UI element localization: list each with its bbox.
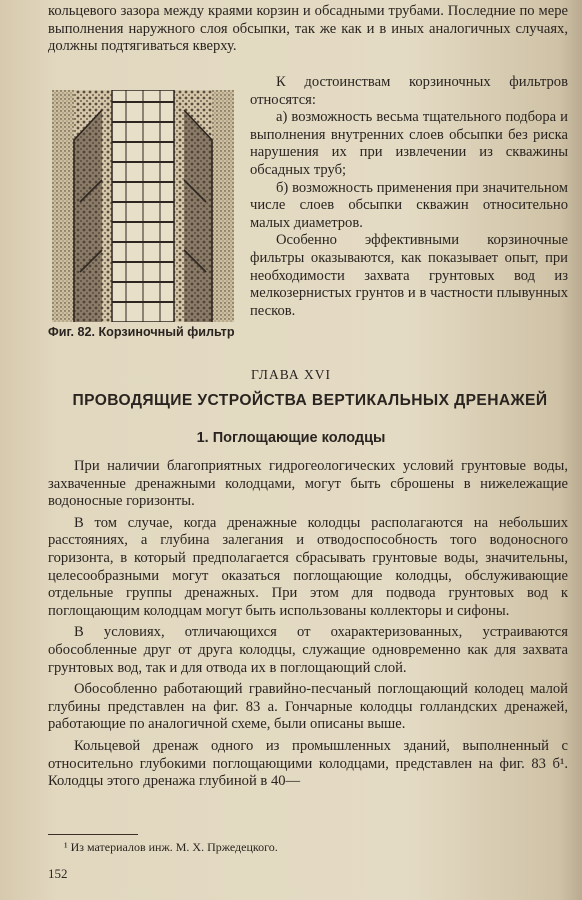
right-paragraph: а) возможность весьма тщательного подбора и выполнения внутренних слоев обсыпки без риска нарушения их при извлечении из скважины обсадных труб; bbox=[250, 109, 568, 178]
basket-filter-illustration bbox=[52, 90, 234, 322]
body-paragraph: В условиях, отличающихся от охарактеризованных, устраиваются обособленные друг от друга колодцы, служащие одновременно как для захвата грунтовых вод, так и для отвода их в поглощающий слой. bbox=[48, 624, 568, 676]
footnote: ¹ Из материалов инж. М. Х. Пржедецкого. bbox=[64, 840, 278, 854]
right-column bbox=[250, 74, 568, 320]
body-paragraph: Обособленно работающий гравийно-песчаный поглощающий колодец малой глубины представлен на фиг. 83 а. Гончарные колодцы голландских дренажей, работающие по аналогичной схеме, были описаны выше. bbox=[48, 681, 568, 733]
figure-caption: Фиг. 82. Корзиночный фильтр bbox=[48, 325, 235, 339]
right-paragraph: б) возможность применения при значительном числе слоев обсыпки скважин относительно малых диаметров. bbox=[250, 179, 568, 231]
body-paragraph: В том случае, когда дренажные колодцы располагаются на небольших расстояниях, а глубина залегания и отводоспособность того водоносного горизонта, в который предполагается сбрасывать грунтовые воды, значительны, целесообразными могут оказаться поглощающие колодцы, обслуживающие отдельные группы дренажных. При этом для подвода грунтовых вод к поглощающим колодцам могут быть использованы коллекторы и сифоны. bbox=[48, 514, 568, 619]
top-paragraph bbox=[48, 3, 568, 56]
page-number: 152 bbox=[48, 866, 68, 881]
section-title: 1. Поглощающие колодцы bbox=[196, 430, 386, 446]
right-paragraph: К достоинствам корзиночных фильтров относятся: bbox=[250, 74, 568, 108]
top-paragraph-text: кольцевого зазора между краями корзин и обсадными трубами. Последние по мере выполнения наружного слоя обсыпки, так же как и в иных аналогичных случаях, должны подтягиваться кверху. bbox=[48, 3, 568, 55]
chapter-title: ПРОВОДЯЩИЕ УСТРОЙСТВА ВЕРТИКАЛЬНЫХ ДРЕНАЖЕЙ bbox=[72, 392, 548, 409]
body-paragraph: При наличии благоприятных гидрогеологических условий грунтовые воды, захваченные дренажными колодцами, могут быть сброшены в нижележащие водоносные горизонты. bbox=[48, 458, 568, 510]
basket-filter-drawing bbox=[52, 90, 234, 322]
chapter-number: ГЛАВА XVI bbox=[251, 367, 331, 382]
footnote-divider bbox=[48, 834, 138, 835]
body-paragraph: Кольцевой дренаж одного из промышленных зданий, выполненный с относительно глубокими поглощающими колодцами, представлен на фиг. 83 б¹. Колодцы этого дренажа глубиной в 40— bbox=[48, 737, 568, 790]
right-paragraph: Особенно эффективными корзиночные фильтры оказываются, как показывает опыт, при необходимости захвата грунтовых вод из мелкозернистых грунтов и в частности плывунных песков. bbox=[250, 232, 568, 319]
body-text bbox=[48, 458, 568, 795]
